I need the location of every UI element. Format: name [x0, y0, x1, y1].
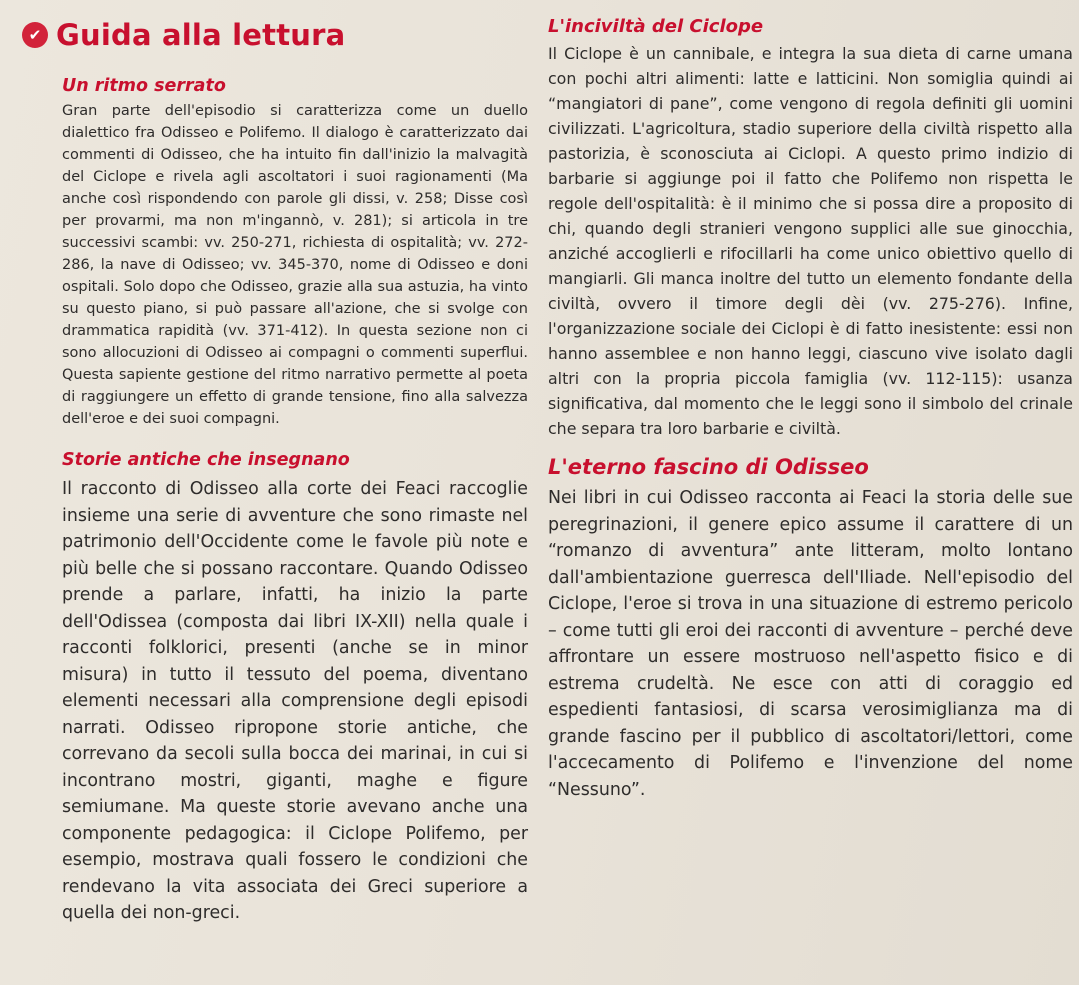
- section-text-incivilta: Il Ciclope è un cannibale, e integra la sua dieta di carne umana con pochi altri alimenti: latte e latticini. Non somiglia quindi ai “mangiatori di pane”, come vengono di regola definiti gli uomini civilizzati. L'agricoltura, stadio superiore della civiltà rispetto alla pastorizia, è sconosciuta ai Ciclopi. A questo primo indizio di barbarie si aggiunge poi il fatto che Polifemo non rispetta le regole dell'ospitalità: è il minimo che si possa dire a proposito di chi, quando degli stranieri vengono supplici alle sue ginocchia, anziché accoglierli e rifocillarli ha come unico obiettivo quello di mangiarli. Gli manca inoltre del tutto un elemento fondante della civiltà, ovvero il timore degli dèi (vv. 275-276). Infine, l'organizzazione sociale dei Ciclopi è di fatto inesistente: essi non hanno assemblee e non hanno leggi, ciascuno vive isolato dagli altri con la propria piccola famiglia (vv. 112-115): usanza significativa, dal momento che le leggi sono il simbolo del crinale che separa tra loro barbarie e civiltà.: [548, 44, 1073, 438]
- section-title-incivilta: L'inciviltà del Ciclope: [548, 16, 764, 37]
- guide-title: Guida alla lettura: [56, 18, 346, 52]
- section-title-storie: Storie antiche che insegnano: [62, 450, 350, 470]
- left-column: [62, 76, 528, 927]
- section-text-ritmo: Gran parte dell'episodio si caratterizza come un duello dialettico fra Odisseo e Polifemo. Il dialogo è caratterizzato dai commenti di Odisseo, che ha intuito fin dall'inizio la malvagità del Ciclope e rivela agli ascoltatori i suoi ragionamenti (Ma anche così rispondendo con parole gli dissi, v. 258; Disse così per provarmi, ma non m'ingannò, v. 281); si articola in tre successivi scambi: vv. 250-271, richiesta di ospitalità; vv. 272-286, la nave di Odisseo; vv. 345-370, nome di Odisseo e doni ospitali. Solo dopo che Odisseo, grazie alla sua astuzia, ha vinto su questo piano, si può passare all'azione, che si svolge con drammatica rapidità (vv. 371-412). In questa sezione non ci sono allocuzioni di Odisseo ai compagni o commenti superflui. Questa sapiente gestione del ritmo narrativo permette al poeta di raggiungere un effetto di grande tensione, fino alla salvezza dell'eroe e dei suoi compagni.: [62, 103, 528, 427]
- section-text-storie: Il racconto di Odisseo alla corte dei Feaci raccoglie insieme una serie di avventure che sono rimaste nel patrimonio dell'Occidente come le favole più note e più belle che si possano raccontare. Quando Odisseo prende a parlare, infatti, ha inizio la parte dell'Odissea (composta dai libri IX-XII) nella quale i racconti folklorici, presenti (anche se in minor misura) in tutto il tessuto del poema, diventano elementi necessari alla comprensione degli episodi narrati. Odisseo ripropone storie antiche, che correvano da secoli sulla bocca dei marinai, in cui si incontrano mostri, giganti, maghe e figure semiumane. Ma queste storie avevano anche una componente pedagogica: il Ciclope Polifemo, per esempio, mostrava quali fossero le condizioni che rendevano la vita associata dei Greci superiore a quella dei non-greci.: [62, 479, 528, 923]
- right-column: [548, 16, 1073, 803]
- section-text-fascino: Nei libri in cui Odisseo racconta ai Feaci la storia delle sue peregrinazioni, il genere epico assume il carattere di un “romanzo di avventura” ante litteram, molto lontano dall'ambientazione guerresca dell'Iliade. Nell'episodio del Ciclope, l'eroe si trova in una situazione di estremo pericolo – come tutti gli eroi dei racconti di avventure – perché deve affrontare un essere mostruoso nell'aspetto fisico e di estrema crudeltà. Ne esce con atti di coraggio ed espedienti fantasiosi, di scarsa verosimiglianza ma di grande fascino per il pubblico di ascoltatori/lettori, come l'accecamento di Polifemo e l'invenzione del nome “Nessuno”.: [548, 488, 1073, 800]
- guide-header: [22, 18, 345, 52]
- section-title-ritmo: Un ritmo serrato: [62, 76, 226, 96]
- section-title-fascino: L'eterno fascino di Odisseo: [548, 455, 869, 479]
- check-icon: ✔: [22, 22, 48, 48]
